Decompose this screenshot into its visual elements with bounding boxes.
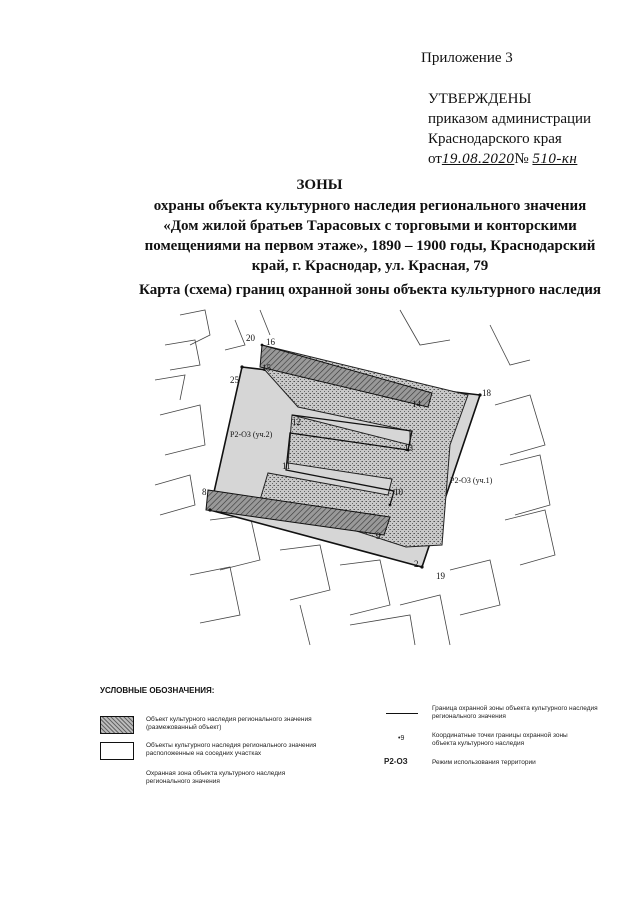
point-label: 8: [202, 487, 207, 497]
point-label: 16: [266, 337, 275, 347]
legend-text: объекта культурного наследия: [432, 740, 525, 747]
point-label: 13: [404, 443, 413, 453]
legend-text: Объекты культурного наследия регионального значения: [146, 742, 317, 749]
legend-regime-symbol: Р2-ОЗ: [384, 757, 408, 766]
legend-text: регионального значения: [146, 778, 220, 785]
point-label: 14: [412, 399, 421, 409]
handwritten-number: 510-кн: [532, 151, 578, 167]
legend-text: (размежованный объект): [146, 724, 222, 731]
point-label: 15: [262, 363, 271, 373]
legend-text: регионального значения: [432, 713, 506, 720]
point-label: 20: [246, 333, 255, 343]
subtitle-line2: «Дом жилой братьев Тарасовых с торговыми и конторскими: [163, 218, 577, 234]
zone-label-2: Р2-ОЗ (уч.2): [230, 430, 273, 439]
approved-title: УТВЕРЖДЕНЫ: [428, 91, 532, 107]
legend-text: Объект культурного наследия регионального значения: [146, 716, 312, 723]
legend-swatch-neighbor: [100, 742, 134, 760]
legend-item-boundary: [432, 705, 598, 721]
point-label: 9: [376, 531, 381, 541]
subtitle-line4: край, г. Краснодар, ул. Красная, 79: [251, 258, 489, 274]
legend-item-neighbor: [146, 742, 316, 758]
point-label: 10: [394, 487, 403, 497]
map-title: Карта (схема) границ охранной зоны объекта культурного наследия: [139, 282, 601, 298]
subtitle-line1: охраны объекта культурного наследия регионального значения: [153, 198, 587, 214]
legend-title: УСЛОВНЫЕ ОБОЗНАЧЕНИЯ:: [100, 686, 215, 695]
point-label: 2: [414, 559, 419, 569]
subtitle-line3: помещениями на первом этаже», 1890 – 1900 годы, Краснодарский: [144, 238, 596, 254]
document-title: ЗОНЫ: [296, 177, 343, 193]
legend-item-heritage: [146, 716, 312, 732]
legend-text: Координатные точки границы охранной зоны: [432, 732, 568, 739]
legend-swatch-heritage: [100, 716, 134, 734]
approved-line1: приказом администрации: [428, 111, 592, 127]
legend-item-zone: [146, 770, 285, 786]
legend-text: Граница охранной зоны объекта культурного наследия: [432, 705, 598, 712]
legend-item-points: [432, 732, 568, 748]
point-label: 19: [436, 571, 445, 581]
legend-text: расположенные на соседних участках: [146, 750, 262, 757]
document-subtitle: [130, 196, 610, 276]
legend-point-symbol: •9: [398, 735, 405, 742]
point-label: 18: [482, 388, 491, 398]
legend-boundary-line: [386, 713, 418, 714]
legend-text: Охранная зона объекта культурного наследия: [146, 770, 286, 777]
legend-symbol-number: 9: [400, 735, 405, 742]
handwritten-date: 19.08.2020: [441, 151, 515, 167]
legend-item-regime: Режим использования территории: [432, 759, 536, 766]
point-label: 11: [282, 461, 291, 471]
point-label: 12: [292, 417, 301, 427]
date-prefix: от: [428, 151, 442, 167]
number-prefix: №: [514, 151, 529, 167]
approval-date-line: [428, 149, 591, 169]
approved-line2: Краснодарского края: [428, 131, 562, 147]
cadastral-map: [150, 305, 570, 655]
appendix-label: Приложение 3: [421, 50, 513, 66]
zone-label-1: Р2-ОЗ (уч.1): [450, 476, 493, 485]
point-label: 25: [230, 375, 239, 385]
approval-block: [428, 89, 591, 169]
